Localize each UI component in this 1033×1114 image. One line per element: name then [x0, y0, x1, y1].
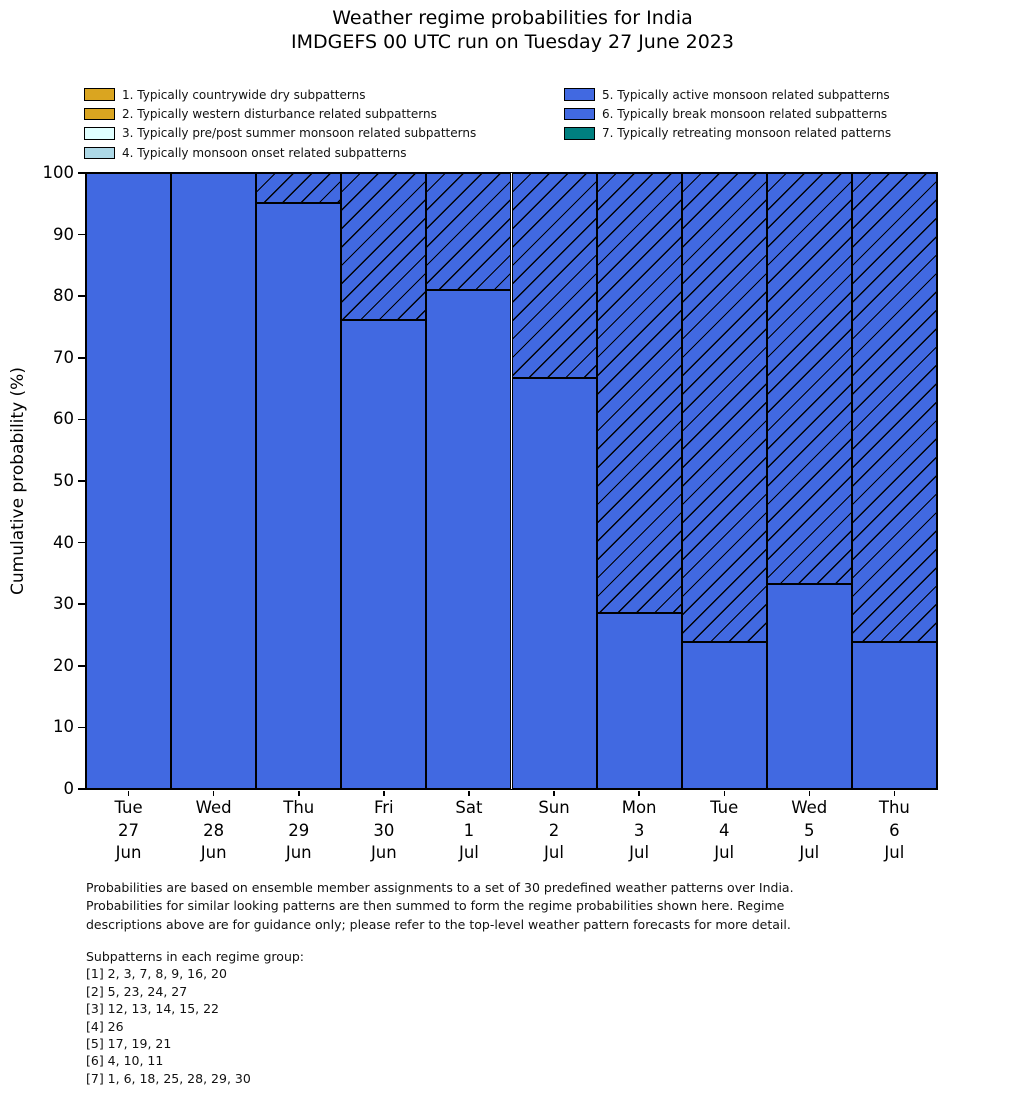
legend-item	[564, 104, 891, 123]
y-tick-mark	[78, 788, 85, 790]
bar-segment	[852, 173, 937, 642]
x-tick-label	[426, 797, 511, 865]
x-tick-label-line: 4	[718, 820, 730, 840]
x-tick-label-line: Fri	[373, 798, 394, 817]
x-tick-label-line: Jun	[370, 843, 397, 862]
y-tick-mark	[78, 419, 85, 421]
legend-swatch-icon	[84, 88, 115, 101]
y-tick-label: 30	[53, 594, 74, 614]
title-line-1: Weather regime probabilities for India	[332, 7, 693, 29]
footer-subpatterns	[86, 948, 304, 1087]
footer-description-line: descriptions above are for guidance only; please refer to the top-level weather pattern forecasts for more detail.	[86, 916, 791, 932]
subpatterns-title: Subpatterns in each regime group:	[86, 949, 305, 964]
bar-segment	[682, 173, 767, 642]
subpatterns-line: [5] 17, 19, 21	[86, 1036, 172, 1052]
x-tick-label-line: 30	[373, 820, 395, 840]
y-tick-label: 50	[53, 471, 74, 490]
footer-description-line: Probabilities are based on ensemble member assignments to a set of 30 predefined weather patterns over India.	[86, 880, 794, 895]
legend-item-label: 4. Typically monsoon onset related subpatterns	[122, 145, 407, 160]
legend-swatch-icon	[564, 108, 595, 121]
x-tick-label-line: 27	[118, 820, 140, 840]
bar-segment	[597, 613, 682, 789]
y-tick-mark	[78, 234, 85, 236]
y-tick-label: 80	[53, 286, 74, 306]
y-tick-label: 90	[53, 224, 74, 244]
x-tick-label-line: Jun	[200, 843, 227, 862]
x-tick-label-line: Jul	[799, 843, 820, 862]
x-tick-label-line: Jul	[458, 843, 479, 862]
legend-item-label: 3. Typically pre/post summer monsoon related subpatterns	[122, 126, 477, 141]
bar-segment	[512, 173, 597, 378]
x-tick-label-line: 28	[203, 820, 225, 840]
x-tick-label-line: Sat	[455, 798, 483, 817]
x-tick-mark	[638, 791, 640, 796]
x-tick-label-line: 2	[548, 820, 560, 840]
bar-segment	[256, 203, 341, 789]
x-tick-mark	[213, 791, 215, 796]
x-tick-label-line: 29	[288, 820, 310, 840]
bar-segment	[682, 642, 767, 789]
y-tick-mark	[78, 603, 85, 605]
chart-title	[87, 6, 938, 54]
x-tick-label-line: Mon	[621, 798, 657, 817]
subpatterns-line: [4] 26	[86, 1018, 124, 1034]
y-tick-mark	[78, 172, 85, 174]
x-tick-label-line: 5	[804, 820, 815, 840]
x-tick-mark	[298, 791, 300, 796]
bar-segment	[512, 378, 597, 789]
x-tick-mark	[894, 791, 896, 796]
legend-left-column	[84, 85, 476, 163]
x-tick-label	[511, 797, 596, 865]
footer-description	[86, 879, 794, 934]
bar-segment	[597, 173, 682, 613]
x-tick-label	[682, 797, 767, 865]
x-tick-mark	[128, 791, 130, 796]
y-tick-mark	[78, 542, 85, 544]
legend-swatch-icon	[84, 127, 115, 140]
legend-swatch-icon	[84, 147, 115, 160]
bar-segment	[426, 173, 511, 290]
x-tick-label-line: Jun	[285, 843, 312, 862]
legend-item	[564, 124, 891, 143]
x-tick-label-line: Wed	[195, 798, 232, 817]
y-tick-mark	[78, 480, 85, 482]
legend-right-column	[564, 85, 891, 143]
legend-item-label: 1. Typically countrywide dry subpatterns	[122, 87, 366, 102]
x-tick-label-line: 1	[463, 820, 475, 840]
x-tick-mark	[468, 791, 470, 796]
y-tick-mark	[78, 665, 85, 667]
plot-area	[42, 163, 938, 798]
x-tick-label-line: Sun	[538, 798, 570, 817]
x-tick-mark	[724, 791, 726, 796]
bar-segment	[852, 642, 937, 789]
x-tick-label	[341, 797, 426, 865]
legend-swatch-icon	[564, 88, 595, 101]
x-tick-label-line: Jul	[714, 843, 735, 862]
x-tick-label-line: 3	[633, 820, 645, 840]
bar-segment	[86, 173, 171, 789]
x-tick-label-line: Thu	[283, 798, 315, 817]
bar-segment	[341, 320, 426, 789]
x-tick-label-line: Wed	[791, 798, 828, 817]
y-tick-mark	[78, 295, 85, 297]
subpatterns-line: [6] 4, 10, 11	[86, 1053, 164, 1069]
y-tick-label: 60	[53, 409, 74, 429]
x-tick-label-line: Jun	[115, 843, 142, 862]
x-axis-labels	[86, 797, 937, 865]
legend-swatch-icon	[564, 127, 595, 140]
x-tick-label-line: Jul	[629, 843, 650, 862]
bar-segment	[767, 173, 852, 584]
x-tick-label-line: Tue	[710, 798, 739, 817]
y-tick-label: 10	[53, 717, 74, 737]
subpatterns-line: [3] 12, 13, 14, 15, 22	[86, 1001, 219, 1017]
x-tick-label	[86, 797, 171, 865]
x-tick-label-line: Jul	[544, 843, 564, 862]
legend-item-label: 7. Typically retreating monsoon related patterns	[602, 126, 892, 141]
legend-swatch-icon	[84, 108, 115, 121]
x-tick-label	[171, 797, 256, 865]
bar-segment	[341, 173, 426, 320]
bar-segment	[171, 173, 256, 789]
x-tick-mark	[383, 791, 385, 796]
legend-item	[84, 124, 476, 143]
y-axis-label-text: Cumulative probability (%)	[8, 367, 28, 595]
x-tick-label-line: Tue	[114, 798, 143, 817]
bar-segment	[256, 173, 341, 203]
footer-description-line: Probabilities for similar looking patterns are then summed to form the regime probabilities shown here. Regime	[86, 898, 785, 914]
y-tick-label: 100	[42, 163, 74, 182]
y-tick-mark	[78, 357, 85, 359]
y-tick-label: 70	[53, 347, 74, 367]
x-tick-label	[597, 797, 682, 865]
y-tick-label: 20	[53, 655, 74, 675]
y-tick-label: 0	[63, 779, 74, 798]
title-line-2: IMDGEFS 00 UTC run on Tuesday 27 June 2023	[291, 31, 734, 53]
legend-item-label: 5. Typically active monsoon related subpatterns	[602, 87, 890, 102]
x-tick-label-line: Jul	[884, 843, 905, 862]
x-tick-label	[767, 797, 852, 865]
bar-segment	[767, 584, 852, 789]
x-tick-mark	[553, 791, 555, 796]
legend-item	[564, 85, 891, 104]
subpatterns-line: [7] 1, 6, 18, 25, 28, 29, 30	[86, 1070, 251, 1086]
legend-item	[84, 104, 476, 123]
subpatterns-line: [2] 5, 23, 24, 27	[86, 983, 188, 999]
bar-segment	[426, 290, 511, 789]
legend-item-label: 6. Typically break monsoon related subpatterns	[602, 107, 888, 122]
legend-item	[84, 143, 476, 162]
subpatterns-line: [1] 2, 3, 7, 8, 9, 16, 20	[86, 966, 227, 982]
legend-item	[84, 85, 476, 104]
x-tick-label	[256, 797, 341, 865]
y-tick-label: 40	[53, 532, 74, 552]
x-tick-label-line: Thu	[878, 798, 910, 817]
x-tick-label-line: 6	[889, 820, 900, 840]
x-tick-mark	[809, 791, 811, 796]
x-tick-label	[852, 797, 937, 865]
y-tick-mark	[78, 727, 85, 729]
legend-item-label: 2. Typically western disturbance related subpatterns	[122, 107, 437, 122]
